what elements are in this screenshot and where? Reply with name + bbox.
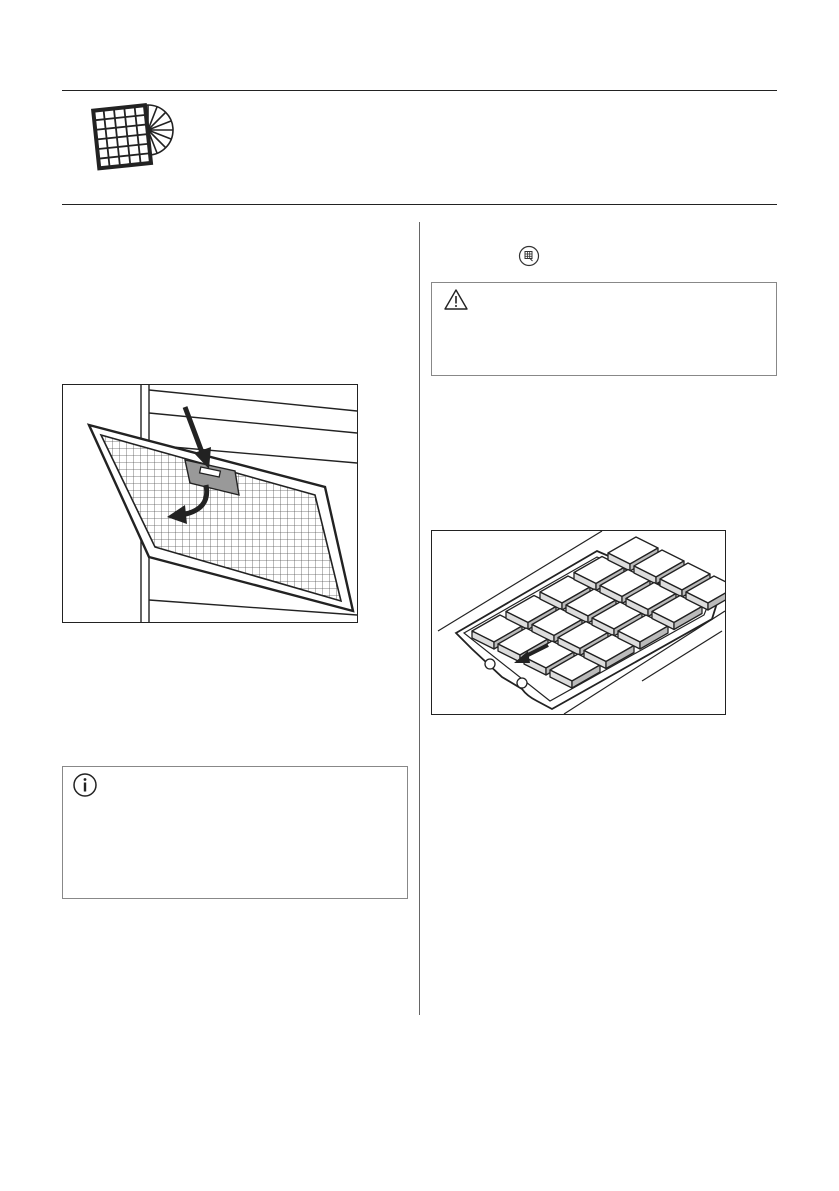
column-divider [419,222,420,1015]
charcoal-filter-illustration [431,530,726,715]
info-icon [72,772,98,798]
warning-note-box [431,282,777,376]
info-note-box [62,766,408,899]
grease-filter-illustration [62,384,358,623]
filter-fan-icon [82,96,182,182]
header-top-rule [62,90,777,91]
warning-triangle-icon [443,288,469,311]
filter-indicator-icon [518,245,540,267]
header-bottom-rule [62,204,777,205]
